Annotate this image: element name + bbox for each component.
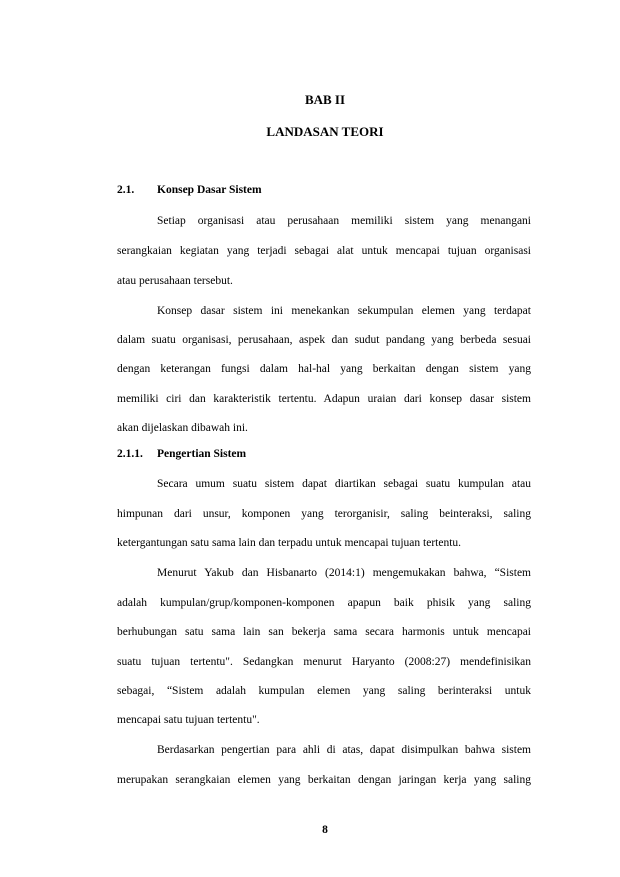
- chapter-label: BAB II: [304, 92, 346, 107]
- page-number: 8: [322, 824, 328, 836]
- paragraph-line: berhubungan satu sama lain san bekerja sama secara harmonis untuk mencapai: [117, 626, 531, 638]
- paragraph-line: dalam suatu organisasi, perusahaan, aspek dan sudut pandang yang berbeda sesuai: [117, 334, 531, 346]
- paragraph-line: dengan keterangan fungsi dalam hal-hal yang berkaitan dengan sistem yang: [117, 363, 531, 375]
- section-heading-2-1: [117, 183, 262, 197]
- paragraph-line: mencapai satu tujuan tertentu".: [117, 714, 260, 726]
- paragraph-line: memiliki ciri dan karakteristik tertentu. Adapun uraian dari konsep dasar sistem: [117, 393, 531, 405]
- chapter-title: LANDASAN TEORI: [266, 124, 384, 139]
- section-number: 2.1.1.: [117, 448, 143, 460]
- paragraph-line: Setiap organisasi atau perusahaan memiliki sistem yang menangani: [157, 215, 531, 227]
- section-heading-2-1-1: [117, 447, 246, 461]
- section-title: Konsep Dasar Sistem: [157, 184, 262, 196]
- paragraph-line: Secara umum suatu sistem dapat diartikan sebagai suatu kumpulan atau: [157, 478, 531, 490]
- section-title: Pengertian Sistem: [157, 448, 247, 460]
- paragraph-line: atau perusahaan tersebut.: [117, 275, 233, 287]
- paragraph-line: ketergantungan satu sama lain dan terpadu untuk mencapai tujuan tertentu.: [117, 537, 462, 549]
- paragraph-line: himpunan dari unsur, komponen yang terorganisir, saling beinteraksi, saling: [117, 508, 531, 520]
- paragraph-line: adalah kumpulan/grup/komponen-komponen apapun baik phisik yang saling: [117, 597, 531, 609]
- paragraph-line: serangkaian kegiatan yang terjadi sebagai alat untuk mencapai tujuan organisasi: [117, 245, 531, 257]
- paragraph-line: merupakan serangkaian elemen yang berkaitan dengan jaringan kerja yang saling: [117, 774, 531, 786]
- section-number: 2.1.: [117, 184, 135, 196]
- paragraph-line: Konsep dasar sistem ini menekankan sekumpulan elemen yang terdapat: [157, 305, 531, 317]
- paragraph-line: sebagai, “Sistem adalah kumpulan elemen yang saling berinteraksi untuk: [117, 685, 531, 697]
- paragraph-line: akan dijelaskan dibawah ini.: [117, 422, 248, 434]
- paragraph-line: suatu tujuan tertentu". Sedangkan menurut Haryanto (2008:27) mendefinisikan: [117, 656, 531, 668]
- paragraph-line: Menurut Yakub dan Hisbanarto (2014:1) mengemukakan bahwa, “Sistem: [157, 567, 531, 579]
- paragraph-line: Berdasarkan pengertian para ahli di atas, dapat disimpulkan bahwa sistem: [157, 744, 531, 756]
